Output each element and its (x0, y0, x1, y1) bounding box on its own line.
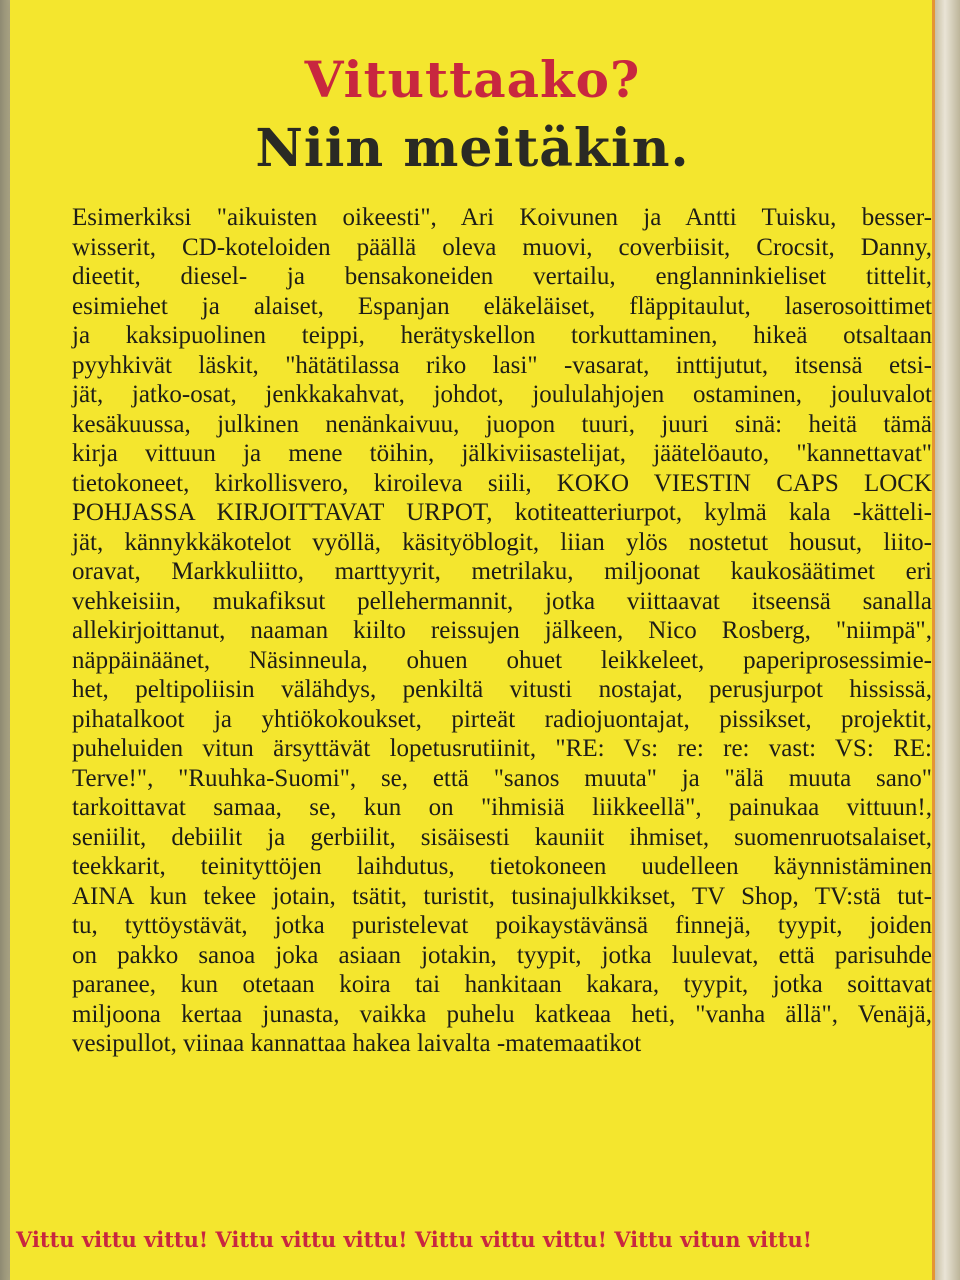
blurb-line: vehkeisiin, mukafiksut pellehermannit, jotka viittaavat itseensä sanalla (72, 587, 932, 615)
blurb-line: kirja vittuun ja mene töihin, jälkiviisastelijat, jäätelöauto, "kannettavat" (72, 440, 932, 467)
blurb-line: teekkarit, teinityttöjen laihdutus, tietokoneen uudelleen käynnistäminen (72, 853, 932, 880)
blurb-line: miljoona kertaa junasta, vaikka puhelu katkeaa heti, "vanha ällä", Venäjä, (72, 1000, 932, 1028)
book-back-cover (10, 0, 935, 1280)
blurb-line: näppäinäänet, Näsinneula, ohuen ohuet leikkeleet, paperiprosessimie- (72, 646, 932, 674)
blurb-line: on pakko sanoa joka asiaan jotakin, tyypit, jotka luulevat, että parisuhde (72, 941, 932, 969)
footer-tagline: Vittu vittu vittu! Vittu vittu vittu! Vittu vittu vittu! Vittu vitun vittu! (16, 1227, 812, 1252)
blurb-line: jät, kännykkäkotelot vyöllä, käsityöblogit, liian ylös nostetut housut, liito- (72, 528, 932, 556)
blurb-line: Terve!", "Ruuhka-Suomi", se, että "sanos muuta" ja "älä muuta sano" (72, 764, 932, 792)
blurb-line: kesäkuussa, julkinen nenänkaivuu, juopon tuuri, juuri sinä: heitä tämä (72, 410, 932, 438)
blurb-line: puheluiden vitun ärsyttävät lopetusrutiinit, "RE: Vs: re: re: vast: VS: RE: (72, 735, 932, 762)
blurb-line: dieetit, diesel- ja bensakoneiden vertailu, englanninkieliset tittelit, (72, 263, 932, 290)
blurb-line: het, peltipoliisin välähdys, penkiltä vitusti nostajat, perusjurpot hississä, (72, 676, 932, 703)
blurb-line: pyyhkivät läskit, "hätätilassa riko lasi" -vasarat, inttijutut, itsensä etsi- (72, 351, 932, 379)
blurb-line: tu, tyttöystävät, jotka puristelevat poikaystävänsä finnejä, tyypit, joiden (72, 912, 932, 939)
blurb-line: tarkoittavat samaa, se, kun on "ihmisiä liikkeellä", painukaa vittuun!, (72, 794, 932, 821)
blurb-line: vesipullot, viinaa kannattaa hakea laivalta -matemaatikot (72, 1030, 642, 1057)
blurb-line: wisserit, CD-koteloiden päällä oleva muovi, coverbiisit, Crocsit, Danny, (72, 233, 932, 261)
blurb-line: allekirjoittanut, naaman kiilto reissujen jälkeen, Nico Rosberg, "niimpä", (72, 617, 932, 644)
blurb-line: oravat, Markkuliitto, marttyyrit, metrilaku, miljoonat kaukosäätimet eri (72, 558, 932, 585)
blurb-line: paranee, kun otetaan koira tai hankitaan kakara, tyypit, jotka soittavat (72, 971, 932, 998)
blurb-line: Esimerkiksi "aikuisten oikeesti", Ari Koivunen ja Antti Tuisku, besser- (72, 204, 932, 231)
blurb-line: esimiehet ja alaiset, Espanjan eläkeläiset, fläppitaulut, laserosoittimet (72, 292, 932, 320)
blurb-line: jät, jatko-osat, jenkkakahvat, johdot, joululahjojen ostaminen, jouluvalot (72, 381, 932, 408)
blurb-line: pihatalkoot ja yhtiökokoukset, pirteät radiojuontajat, pissikset, projektit, (72, 705, 932, 733)
headline-answer: Niin meitäkin. (255, 118, 690, 179)
blurb-line: ja kaksipuolinen teippi, herätyskellon torkuttaminen, hikeä otsaltaan (72, 322, 932, 349)
background-right-edge (935, 0, 960, 1280)
blurb-text (72, 203, 932, 1059)
headline-question: Vituttaako? (304, 50, 641, 109)
blurb-line: seniilit, debiilit ja gerbiilit, sisäisesti kauniit ihmiset, suomenruotsalaiset, (72, 823, 932, 851)
blurb-line: POHJASSA KIRJOITTAVAT URPOT, kotiteatteriurpot, kylmä kala -kätteli- (72, 499, 932, 526)
blurb-line: tietokoneet, kirkollisvero, kiroileva siili, KOKO VIESTIN CAPS LOCK (72, 469, 932, 497)
blurb-line: AINA kun tekee jotain, tsätit, turistit, tusinajulkkikset, TV Shop, TV:stä tut- (72, 882, 932, 910)
